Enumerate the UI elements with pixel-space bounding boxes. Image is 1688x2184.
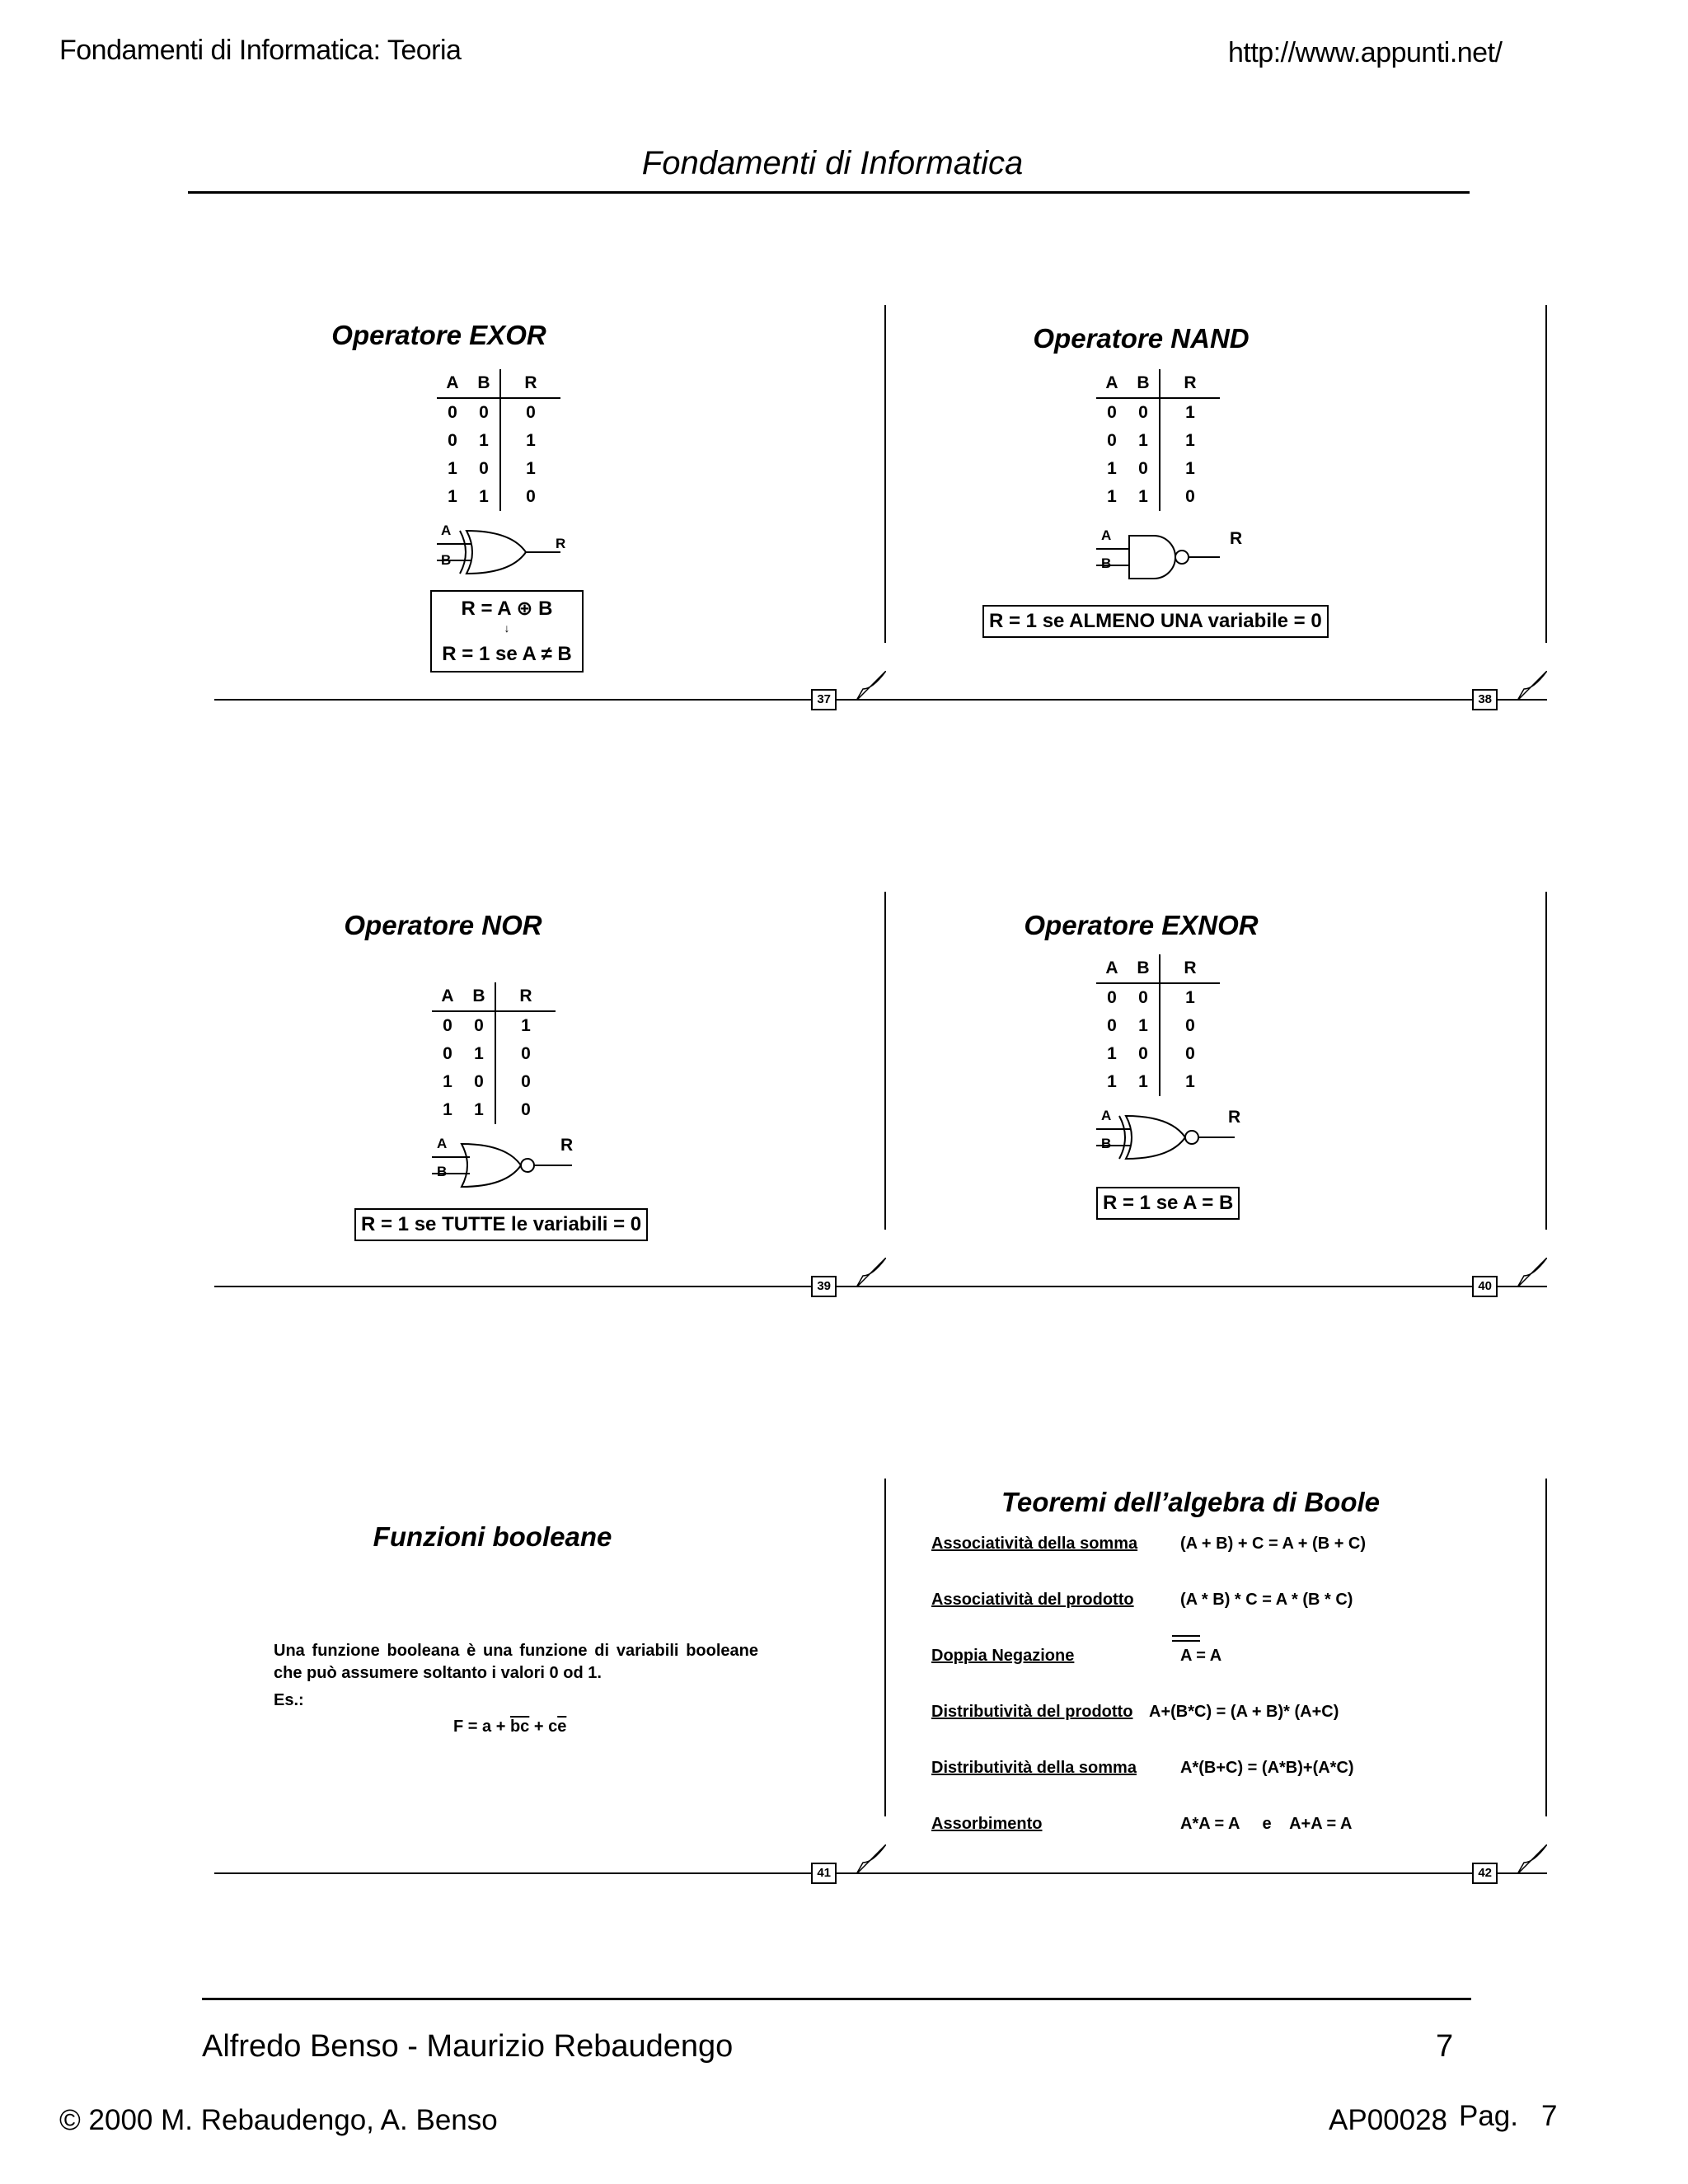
table-row: 1 0 0 xyxy=(1096,1040,1220,1068)
table-row: 1 1 0 xyxy=(1096,483,1220,511)
slide-frame-bottom xyxy=(875,699,1547,701)
gate-input-a-label: A xyxy=(441,523,452,538)
table-row: 1 1 1 xyxy=(1096,1068,1220,1096)
xnor-gate-icon xyxy=(1096,1113,1236,1162)
slide-exor xyxy=(214,305,886,706)
nor-gate-icon xyxy=(432,1141,580,1190)
gate-input-a-label: A xyxy=(437,1136,448,1151)
table-row: 1 0 1 xyxy=(1096,455,1220,483)
gate-input-a-label: A xyxy=(1101,527,1112,543)
theorem-name: Distributività della somma xyxy=(931,1759,1137,1777)
slide-nand xyxy=(875,305,1547,706)
slide-page-number: 38 xyxy=(1472,689,1498,710)
theorem-name: Distributività del prodotto xyxy=(931,1703,1133,1721)
table-header-r: R xyxy=(495,982,556,1011)
table-header-b: B xyxy=(468,369,500,398)
slide-page-number: 42 xyxy=(1472,1863,1498,1884)
gate-output-label: R xyxy=(556,536,566,551)
formula-box xyxy=(430,590,584,673)
table-header-r: R xyxy=(500,369,560,398)
slide-title: Teoremi dell’algebra di Boole xyxy=(1001,1487,1381,1517)
slide-frame-bottom xyxy=(875,1286,1547,1287)
table-header-a: A xyxy=(1096,369,1128,398)
slide-funzioni-booleane xyxy=(214,1479,886,1880)
gate-input-b-label: B xyxy=(437,1164,448,1179)
theorem-formula: (A + B) + C = A + (B + C) xyxy=(1180,1535,1367,1553)
slide-title: Operatore EXNOR xyxy=(1024,910,1259,940)
page-curl-icon xyxy=(1517,671,1547,701)
slide-frame-right xyxy=(1545,1479,1547,1816)
footer-pag-label: Pag. xyxy=(1459,2100,1518,2132)
slide-frame-bottom xyxy=(214,699,886,701)
footer-divider xyxy=(202,1998,1471,2000)
gate-input-b-label: B xyxy=(1101,1136,1112,1151)
xor-formula: R = A ⊕ B xyxy=(461,598,553,620)
slide-nor xyxy=(214,892,886,1293)
gate-input-a-label: A xyxy=(1101,1108,1112,1123)
table-header-b: B xyxy=(1128,954,1160,983)
page-curl-icon xyxy=(1517,1844,1547,1874)
slide-teoremi-boole xyxy=(875,1479,1547,1880)
gate-output-label: R xyxy=(1228,1108,1241,1127)
nor-condition: R = 1 se TUTTE le variabili = 0 xyxy=(354,1208,648,1241)
table-row: 0 0 1 xyxy=(1096,398,1220,427)
document-title: Fondamenti di Informatica xyxy=(641,145,1024,181)
slide-page-number: 40 xyxy=(1472,1276,1498,1297)
truth-table xyxy=(1096,369,1220,511)
footer-copyright: © 2000 M. Rebaudengo, A. Benso xyxy=(59,2104,498,2136)
footer-code: AP00028 xyxy=(1329,2104,1448,2136)
slide-title: Operatore NOR xyxy=(344,910,542,940)
slide-frame-bottom xyxy=(214,1872,886,1874)
example-formula: $F = a + \overline{bc} + c\overline{e}$ xyxy=(453,1718,567,1736)
table-header-b: B xyxy=(1128,369,1160,398)
slide-page-number: 41 xyxy=(811,1863,837,1884)
xor-condition: R = 1 se A ≠ B xyxy=(442,643,572,665)
table-header-a: A xyxy=(1096,954,1128,983)
truth-table xyxy=(437,369,560,511)
double-negation-bar xyxy=(1172,1640,1200,1642)
table-row: 0 1 1 xyxy=(1096,427,1220,455)
table-header-a: A xyxy=(437,369,468,398)
table-row: 0 1 0 xyxy=(432,1040,556,1068)
slide-frame-bottom xyxy=(214,1286,886,1287)
table-header-r: R xyxy=(1160,954,1220,983)
table-row: 0 1 0 xyxy=(1096,1012,1220,1040)
header-left-text: Fondamenti di Informatica: Teoria xyxy=(59,35,462,66)
header-url: http://www.appunti.net/ xyxy=(1228,37,1503,68)
gate-output-label: R xyxy=(1230,529,1243,548)
slide-frame-right xyxy=(1545,892,1547,1230)
footer-pag-number: 7 xyxy=(1541,2100,1558,2132)
header-divider xyxy=(188,191,1470,194)
slide-title: Funzioni booleane xyxy=(373,1521,612,1552)
double-negation-bar xyxy=(1172,1635,1200,1637)
slide-frame-right xyxy=(1545,305,1547,643)
table-row: 1 0 1 xyxy=(437,455,560,483)
table-row: 1 1 0 xyxy=(432,1096,556,1124)
table-header-b: B xyxy=(463,982,495,1011)
gate-output-label: R xyxy=(560,1136,574,1155)
theorem-name: Associatività del prodotto xyxy=(931,1591,1134,1609)
theorem-formula: A*A = A e A+A = A xyxy=(1180,1815,1353,1833)
table-row: 0 0 1 xyxy=(432,1011,556,1040)
theorem-name: Assorbimento xyxy=(931,1815,1043,1833)
table-row: 0 0 1 xyxy=(1096,983,1220,1012)
footer-authors: Alfredo Benso - Maurizio Rebaudengo xyxy=(202,2029,734,2064)
slide-title: Operatore EXOR xyxy=(331,320,546,350)
theorem-formula: (A * B) * C = A * (B * C) xyxy=(1180,1591,1353,1609)
slide-page-number: 37 xyxy=(811,689,837,710)
theorem-name: Associatività della somma xyxy=(931,1535,1138,1553)
xor-gate-icon xyxy=(437,527,560,577)
theorem-formula: A+(B*C) = (A + B)* (A+C) xyxy=(1149,1703,1339,1721)
gate-input-b-label: B xyxy=(441,552,452,568)
slide-title: Operatore NAND xyxy=(1033,323,1250,354)
table-header-r: R xyxy=(1160,369,1220,398)
truth-table xyxy=(432,982,556,1124)
theorem-formula: A = A xyxy=(1180,1647,1222,1665)
definition-text: Una funzione booleana è una funzione di variabili booleane che può assumere soltanto i valori 0 od 1. xyxy=(274,1642,758,1682)
slide-page-number: 39 xyxy=(811,1276,837,1297)
arrow-down-icon: ↓ xyxy=(504,621,510,635)
nand-gate-icon xyxy=(1096,532,1236,582)
truth-table xyxy=(1096,954,1220,1096)
table-row: 0 1 1 xyxy=(437,427,560,455)
footer-page-number: 7 xyxy=(1436,2029,1454,2064)
page-curl-icon xyxy=(1517,1258,1547,1287)
nand-condition: R = 1 se ALMENO UNA variabile = 0 xyxy=(982,605,1329,638)
exnor-condition: R = 1 se A = B xyxy=(1096,1187,1240,1220)
table-row: 1 0 0 xyxy=(432,1068,556,1096)
table-header-a: A xyxy=(432,982,463,1011)
slide-frame-bottom xyxy=(875,1872,1547,1874)
slide-exnor xyxy=(875,892,1547,1293)
theorem-name: Doppia Negazione xyxy=(931,1647,1075,1665)
example-label: Es.: xyxy=(274,1691,304,1709)
gate-input-b-label: B xyxy=(1101,555,1112,571)
table-row: 1 1 0 xyxy=(437,483,560,511)
theorem-formula: A*(B+C) = (A*B)+(A*C) xyxy=(1180,1759,1354,1777)
table-row: 0 0 0 xyxy=(437,398,560,427)
